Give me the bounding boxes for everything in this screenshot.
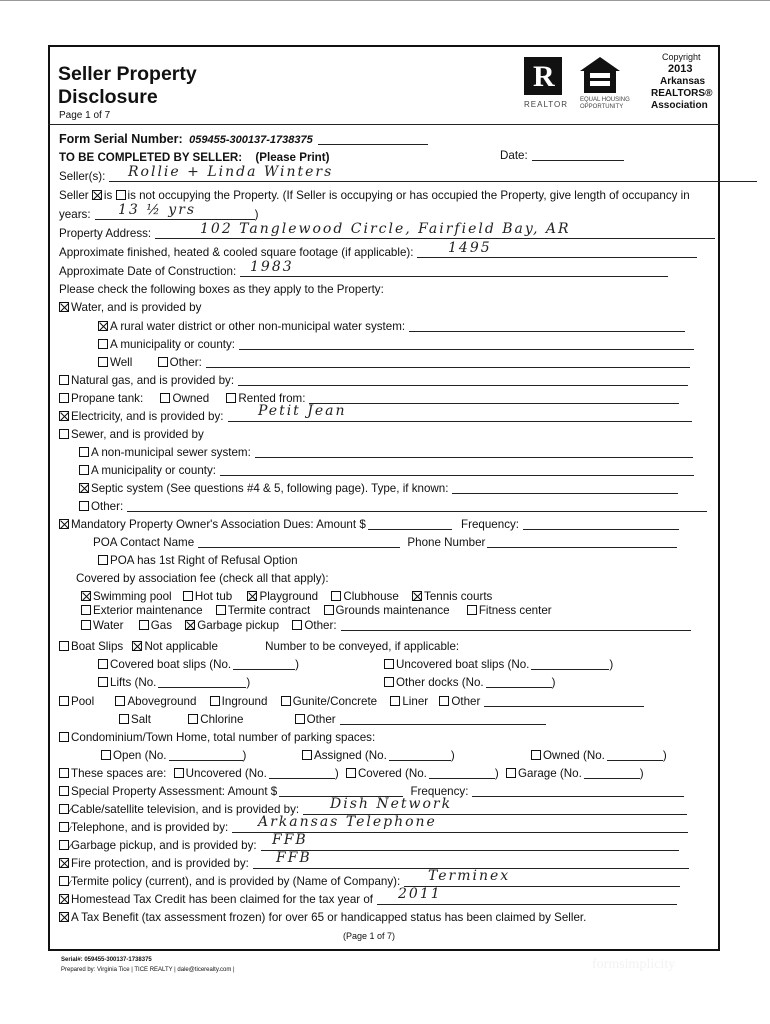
seller-is-checkbox[interactable] bbox=[92, 190, 102, 200]
septic-checkbox[interactable] bbox=[79, 483, 89, 493]
telephone-row: Telephone, and is provided by: bbox=[59, 821, 688, 835]
realtor-logo-icon: R bbox=[524, 57, 562, 95]
swimming-pool-checkbox[interactable] bbox=[81, 591, 91, 601]
footer-page: (Page 1 of 7) bbox=[343, 931, 396, 941]
sqft-handwritten: 1495 bbox=[448, 240, 492, 256]
lifts-checkbox[interactable] bbox=[98, 677, 108, 687]
poa-dues-row: Mandatory Property Owner's Association Dues: Amount $ Frequency: bbox=[59, 518, 679, 532]
condo-row: Condominium/Town Home, total number of parking spaces: bbox=[59, 731, 375, 745]
propane-rented-checkbox[interactable] bbox=[226, 393, 236, 403]
fee-other-checkbox[interactable] bbox=[292, 620, 302, 630]
non-muni-sewer-row: A non-municipal sewer system: bbox=[79, 446, 693, 460]
poa-refusal-checkbox[interactable] bbox=[98, 555, 108, 565]
liner-checkbox[interactable] bbox=[390, 696, 400, 706]
assigned-spaces-row: Assigned (No. ) bbox=[302, 749, 455, 763]
covered-by-fee-label: Covered by association fee (check all that apply): bbox=[76, 572, 329, 585]
sewer-row: Sewer, and is provided by bbox=[59, 428, 204, 442]
footer-serial: Serial#: 059455-300137-1738375 bbox=[61, 957, 152, 963]
open-spaces-row: Open (No. ) bbox=[101, 749, 246, 763]
chlorine-checkbox[interactable] bbox=[188, 714, 198, 724]
copyright-year: 2013 bbox=[668, 63, 693, 75]
spaces-checkbox[interactable] bbox=[59, 768, 69, 778]
boat-slips-checkbox[interactable] bbox=[59, 641, 69, 651]
occupancy-row: Seller is is not occupying the Property. (If Seller is occupying or has occupied the Property, give length of occupancy in bbox=[59, 189, 690, 202]
sellers-handwritten: Rollie + Linda Winters bbox=[128, 164, 334, 180]
years-field[interactable]: years: ) bbox=[59, 208, 259, 221]
tax-benefit-row: A Tax Benefit (tax assessment frozen) for over 65 or handicapped status has been claimed by Seller. bbox=[59, 911, 586, 925]
equal-housing-icon bbox=[578, 55, 622, 95]
covered-slips-checkbox[interactable] bbox=[98, 659, 108, 669]
construction-handwritten: 1983 bbox=[250, 259, 294, 275]
hot-tub-checkbox[interactable] bbox=[183, 591, 193, 601]
fee-water-checkbox[interactable] bbox=[81, 620, 91, 630]
uncovered-spaces-checkbox[interactable] bbox=[174, 768, 184, 778]
lifts-row: Lifts (No. ) bbox=[98, 676, 250, 690]
watermark: formsimplicity bbox=[592, 957, 676, 972]
sewer-municipality-row: A municipality or county: bbox=[79, 464, 694, 478]
fire-row: Fire protection, and is provided by: bbox=[59, 857, 689, 871]
natural-gas-checkbox[interactable] bbox=[59, 375, 69, 385]
assigned-spaces-checkbox[interactable] bbox=[302, 750, 312, 760]
sewer-municipality-checkbox[interactable] bbox=[79, 465, 89, 475]
salt-checkbox[interactable] bbox=[119, 714, 129, 724]
septic-row: Septic system (See questions #4 & 5, following page). Type, if known: bbox=[79, 482, 678, 496]
water-checkbox[interactable] bbox=[59, 302, 69, 312]
clubhouse-checkbox[interactable] bbox=[331, 591, 341, 601]
garage-spaces-checkbox[interactable] bbox=[506, 768, 516, 778]
years-handwritten: 13 ½ yrs bbox=[118, 202, 197, 218]
form-title-line2: Disclosure bbox=[58, 86, 158, 108]
telephone-checkbox[interactable] bbox=[59, 822, 69, 832]
construction-field[interactable]: Approximate Date of Construction: bbox=[59, 265, 668, 279]
inground-checkbox[interactable] bbox=[210, 696, 220, 706]
electricity-row: Electricity, and is provided by: bbox=[59, 410, 692, 424]
org-line3: Association bbox=[651, 100, 708, 111]
propane-checkbox[interactable] bbox=[59, 393, 69, 403]
cable-row: Cable/satellite television, and is provided by: bbox=[59, 803, 687, 817]
owned-spaces-row: Owned (No. ) bbox=[531, 749, 667, 763]
fee-items-row3: Water Gas Garbage pickup Other: bbox=[81, 619, 691, 633]
poa-refusal-row: POA has 1st Right of Refusal Option bbox=[98, 554, 298, 568]
serial-row: Form Serial Number: 059455-300137-1738375 bbox=[59, 132, 428, 147]
telephone-handwritten: Arkansas Telephone bbox=[258, 814, 437, 830]
fitness-checkbox[interactable] bbox=[467, 605, 477, 615]
assessment-row: Special Property Assessment: Amount $ Frequency: bbox=[59, 785, 684, 799]
eho-caption-1: EQUAL HOUSING bbox=[580, 97, 630, 103]
well-checkbox[interactable] bbox=[98, 357, 108, 367]
fee-items-row2: Exterior maintenance Termite contract Grounds maintenance Fitness center bbox=[81, 604, 552, 618]
sewer-other-row: Other: bbox=[79, 500, 707, 514]
pool-row: Pool Aboveground Inground Gunite/Concrete Liner Other bbox=[59, 695, 644, 709]
covered-spaces-checkbox[interactable] bbox=[346, 768, 356, 778]
pool-other2-checkbox[interactable] bbox=[295, 714, 305, 724]
homestead-row: Homestead Tax Credit has been claimed for the tax year of bbox=[59, 893, 677, 907]
header-divider bbox=[48, 124, 720, 125]
sewer-checkbox[interactable] bbox=[59, 429, 69, 439]
pool-checkbox[interactable] bbox=[59, 696, 69, 706]
fire-handwritten: FFB bbox=[276, 850, 312, 866]
complete-by-seller: TO BE COMPLETED BY SELLER: (Please Print) bbox=[59, 151, 330, 164]
electricity-checkbox[interactable] bbox=[59, 411, 69, 421]
footer-prepared: Prepared by: Virginia Tice | TICE REALTY | dale@ticerealty.com | bbox=[61, 967, 235, 973]
fire-checkbox[interactable] bbox=[59, 858, 69, 868]
seller-is-not-checkbox[interactable] bbox=[116, 190, 126, 200]
rural-water-checkbox[interactable] bbox=[98, 321, 108, 331]
termite-handwritten: Terminex bbox=[428, 868, 511, 884]
uncovered-slips-checkbox[interactable] bbox=[384, 659, 394, 669]
fee-garbage-checkbox[interactable] bbox=[185, 620, 195, 630]
termite-checkbox[interactable] bbox=[59, 876, 69, 886]
termite-row: Termite policy (current), and is provided by (Name of Company): bbox=[59, 875, 680, 889]
garbage-row: Garbage pickup, and is provided by: bbox=[59, 839, 679, 853]
water-row: Water, and is provided by bbox=[59, 301, 201, 315]
exterior-checkbox[interactable] bbox=[81, 605, 91, 615]
playground-checkbox[interactable] bbox=[247, 591, 257, 601]
boat-uncovered-row: Uncovered boat slips (No. ) bbox=[384, 658, 613, 672]
boat-covered-row: Covered boat slips (No. ) bbox=[98, 658, 299, 672]
date-field[interactable]: Date: bbox=[500, 149, 624, 163]
sewer-other-checkbox[interactable] bbox=[79, 501, 89, 511]
realtor-caption: REALTOR bbox=[524, 100, 569, 109]
termite-contract-checkbox[interactable] bbox=[216, 605, 226, 615]
owned-spaces-checkbox[interactable] bbox=[531, 750, 541, 760]
sellers-field[interactable]: Seller(s): bbox=[59, 170, 757, 184]
boat-na-checkbox[interactable] bbox=[132, 641, 142, 651]
gunite-checkbox[interactable] bbox=[281, 696, 291, 706]
pool-type-row: Salt Chlorine Other bbox=[119, 713, 546, 727]
pool-other-checkbox[interactable] bbox=[439, 696, 449, 706]
natural-gas-row: Natural gas, and is provided by: bbox=[59, 374, 688, 388]
grounds-checkbox[interactable] bbox=[324, 605, 334, 615]
instructions: Please check the following boxes as they apply to the Property: bbox=[59, 283, 384, 296]
copyright-label: Copyright bbox=[662, 52, 701, 62]
other-docks-checkbox[interactable] bbox=[384, 677, 394, 687]
address-field[interactable]: Property Address: bbox=[59, 227, 715, 241]
spaces-type-row: These spaces are: Uncovered (No. ) Covered (No. ) Garage (No. ) bbox=[59, 767, 644, 781]
sqft-field[interactable]: Approximate finished, heated & cooled square footage (if applicable): bbox=[59, 246, 697, 260]
poa-dues-checkbox[interactable] bbox=[59, 519, 69, 529]
fee-gas-checkbox[interactable] bbox=[139, 620, 149, 630]
assessment-checkbox[interactable] bbox=[59, 786, 69, 796]
org-line1: Arkansas bbox=[660, 76, 706, 87]
water-municipality-row: A municipality or county: bbox=[98, 338, 694, 352]
garbage-checkbox[interactable] bbox=[59, 840, 69, 850]
garbage-handwritten: FFB bbox=[272, 832, 308, 848]
water-other-checkbox[interactable] bbox=[158, 357, 168, 367]
fee-items-row1: Swimming pool Hot tub Playground Clubhouse Tennis courts bbox=[81, 590, 492, 604]
cable-handwritten: Dish Network bbox=[330, 796, 453, 812]
electricity-handwritten: Petit Jean bbox=[258, 403, 347, 419]
water-municipality-checkbox[interactable] bbox=[98, 339, 108, 349]
rural-water-row: A rural water district or other non-municipal water system: bbox=[98, 320, 685, 334]
serial-value: 059455-300137-1738375 bbox=[189, 134, 313, 146]
top-scan-line bbox=[0, 0, 770, 1]
condo-checkbox[interactable] bbox=[59, 732, 69, 742]
other-docks-row: Other docks (No. ) bbox=[384, 676, 556, 690]
tennis-checkbox[interactable] bbox=[412, 591, 422, 601]
homestead-handwritten: 2011 bbox=[398, 886, 442, 902]
homestead-checkbox[interactable] bbox=[59, 894, 69, 904]
boat-slips-row: Boat Slips Not applicable Number to be conveyed, if applicable: bbox=[59, 640, 459, 654]
address-handwritten: 102 Tanglewood Circle, Fairfield Bay, AR bbox=[200, 221, 571, 237]
eho-caption-2: OPPORTUNITY bbox=[580, 104, 624, 110]
non-muni-sewer-checkbox[interactable] bbox=[79, 447, 89, 457]
propane-owned-checkbox[interactable] bbox=[160, 393, 170, 403]
poa-contact-row: POA Contact Name Phone Number bbox=[93, 536, 677, 550]
org-line2: REALTORS® bbox=[651, 88, 713, 99]
propane-row: Propane tank: Owned Rented from: bbox=[59, 392, 679, 406]
cable-checkbox[interactable] bbox=[59, 804, 69, 814]
well-other-row: Well Other: bbox=[98, 356, 690, 370]
aboveground-checkbox[interactable] bbox=[115, 696, 125, 706]
form-title-line1: Seller Property bbox=[58, 63, 197, 85]
tax-benefit-checkbox[interactable] bbox=[59, 912, 69, 922]
page-indicator: Page 1 of 7 bbox=[59, 110, 111, 121]
open-spaces-checkbox[interactable] bbox=[101, 750, 111, 760]
